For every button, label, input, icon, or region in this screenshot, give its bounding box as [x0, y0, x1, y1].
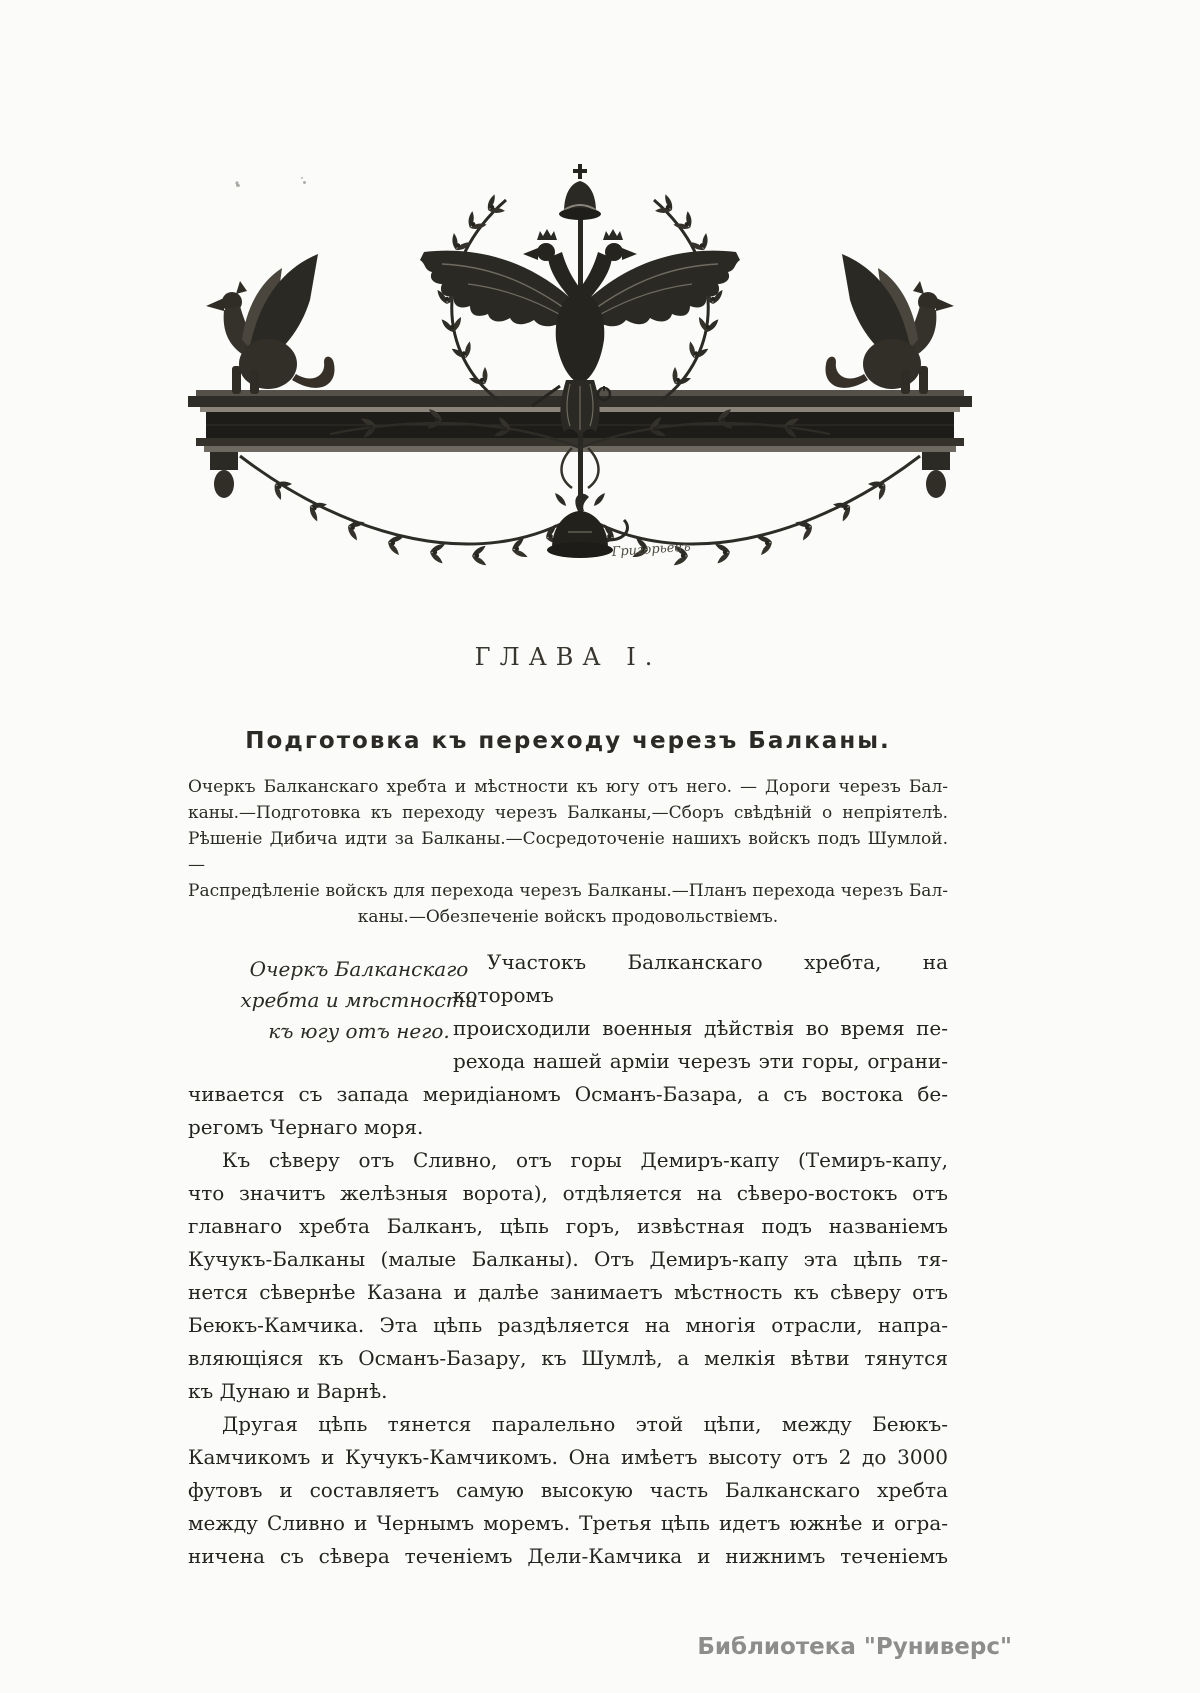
margin-note-line: хребта и мѣстности [240, 988, 478, 1012]
paragraph-2 [188, 1144, 948, 1408]
margin-note-line: къ югу отъ него. [268, 1019, 450, 1043]
library-watermark: Библиотека "Руниверс" [697, 1634, 1012, 1660]
text-line: Участокъ Балканскаго хребта, на которомъ [453, 950, 948, 1007]
chapter-heading: ГЛАВА I. [474, 643, 662, 671]
text-line: Другая цѣпь тянется паралельно этой цѣпи, между Беюкъ- [222, 1412, 948, 1436]
text-line: къ Дунаю и Варнѣ. [188, 1379, 388, 1403]
summary-line: Рѣшеніе Дибича идти за Балканы.—Сосредоточеніе нашихъ войскъ подъ Шумлой.— [188, 829, 948, 875]
text-line: Беюкъ-Камчика. Эта цѣпь раздѣляется на многія отрасли, напра- [188, 1313, 948, 1337]
text-line: регомъ Чернаго моря. [188, 1115, 424, 1139]
margin-note-line: Очеркъ Балканскаго [249, 957, 469, 981]
summary-line: каны.—Обезпеченіе войскъ продовольствіемъ. [357, 907, 779, 927]
griffin-right [825, 254, 954, 394]
chapter-summary [188, 774, 948, 930]
paragraph-1 [188, 946, 948, 1144]
text-line: футовъ и составляетъ самую высокую часть Балканскаго хребта [188, 1478, 948, 1502]
paragraph-3 [188, 1408, 948, 1573]
text-line: что значитъ желѣзныя ворота), отдѣляется на сѣверо-востокъ отъ [188, 1181, 948, 1205]
text-line: нется сѣвернѣе Казана и далѣе занимаетъ мѣстность къ сѣверу отъ [188, 1280, 948, 1304]
chapter-subtitle: Подготовка къ переходу черезъ Балканы. [245, 728, 891, 754]
text-line: Къ сѣверу отъ Сливно, отъ горы Демиръ-капу (Темиръ-капу, [222, 1148, 948, 1172]
text-line: происходили военныя дѣйствія во время пе- [453, 1016, 948, 1040]
text-line: вляющіяся къ Османъ-Базару, къ Шумлѣ, а мелкія вѣтви тянутся [188, 1346, 948, 1370]
text-line: рехода нашей арміи черезъ эти горы, ограни- [453, 1049, 948, 1073]
scan-speck [303, 181, 306, 184]
body-text [188, 946, 948, 1573]
text-line: ничена съ сѣвера теченіемъ Дели-Камчика и нижнимъ теченіемъ [188, 1544, 948, 1568]
text-line: Камчикомъ и Кучукъ-Камчикомъ. Она имѣетъ высоту отъ 2 до 3000 [188, 1445, 948, 1469]
text-line: главнаго хребта Балканъ, цѣпь горъ, извѣстная подъ названіемъ [188, 1214, 948, 1238]
griffin-left [206, 254, 335, 394]
text-line: чивается съ запада меридіаномъ Османъ-Базара, а съ востока бе- [188, 1082, 948, 1106]
text-line: Кучукъ-Балканы (малые Балканы). Отъ Демиръ-капу эта цѣпь тя- [188, 1247, 948, 1271]
engraver-signature: Григорьевъ [611, 539, 692, 560]
scan-speck [236, 184, 240, 187]
summary-line: Распредѣленіе войскъ для перехода черезъ Балканы.—Планъ перехода черезъ Бал- [188, 881, 948, 901]
text-column [188, 598, 948, 1573]
summary-line: каны.—Подготовка къ переходу черезъ Балканы,—Сборъ свѣдѣній о непріятелѣ. [188, 803, 948, 823]
chapter-head-engraving [180, 148, 980, 598]
margin-note [190, 954, 528, 1047]
summary-line: Очеркъ Балканскаго хребта и мѣстности къ югу отъ него. — Дороги черезъ Бал- [188, 777, 948, 797]
text-line: между Сливно и Чернымъ моремъ. Третья цѣпь идетъ южнѣе и огра- [188, 1511, 948, 1535]
